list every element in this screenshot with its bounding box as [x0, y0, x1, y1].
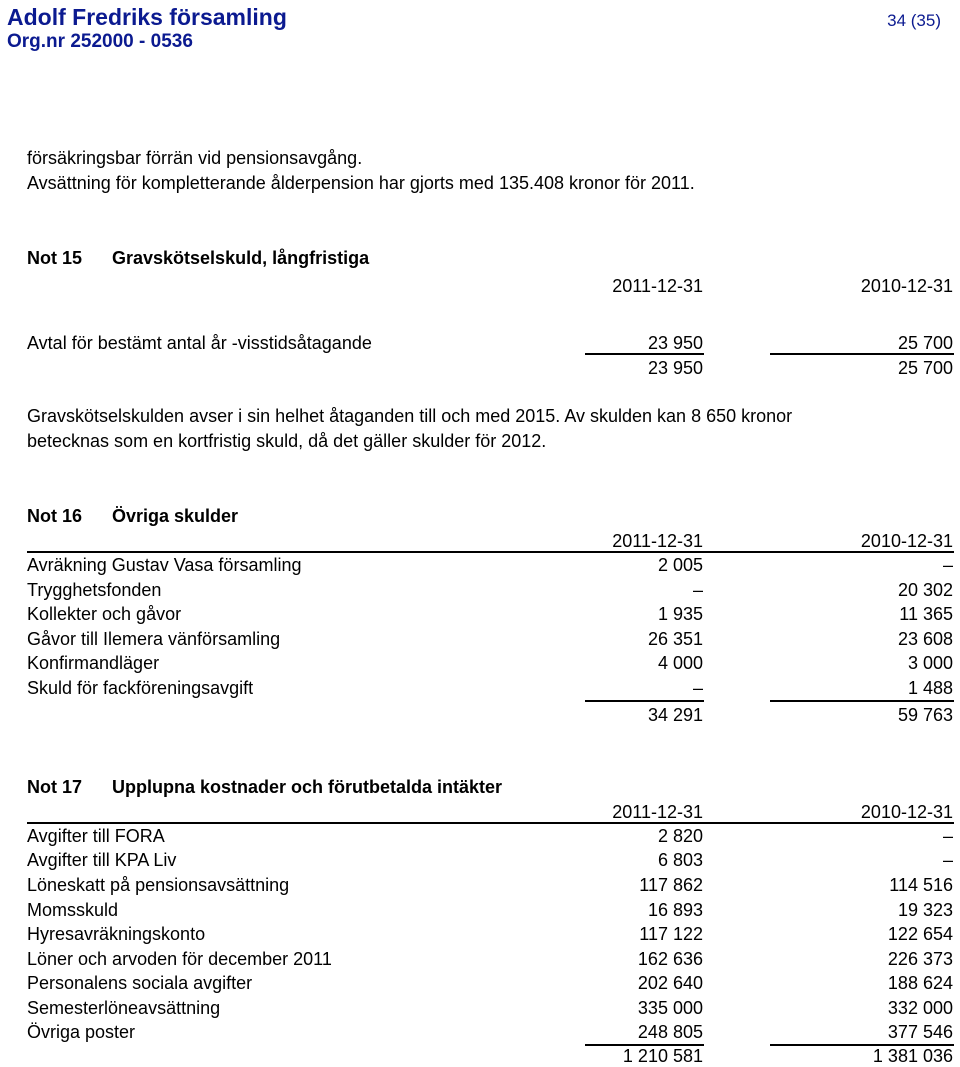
note-17-row-value-2010: 114 516 — [889, 875, 953, 895]
note-17-row-value-2011: 248 805 — [637, 1022, 703, 1042]
note-17-total-2011: 1 210 581 — [622, 1046, 703, 1066]
intro-line-2: Avsättning för kompletterande ålderpension har gjorts med 135.408 kronor för 2011. — [27, 173, 695, 193]
note-17-row-value-2010: 188 624 — [887, 973, 953, 993]
note-16-row-value-2011: 2 005 — [657, 555, 703, 575]
note-17-row-value-2011: 335 000 — [637, 998, 703, 1018]
note-17-row-label: Avgifter till FORA — [27, 826, 165, 846]
note-16-row-value-2010: – — [942, 555, 953, 575]
note-16-header-rule — [27, 551, 954, 553]
note-17-row-label: Löneskatt på pensionsavsättning — [27, 875, 290, 895]
note-17-row-label: Personalens sociala avgifter — [27, 973, 253, 993]
note-16-row-value-2010: 20 302 — [897, 580, 953, 600]
note-17-row-value-2010: 377 546 — [887, 1022, 953, 1042]
note-16-row-value-2011: 26 351 — [647, 629, 703, 649]
note-16-row-label: Konfirmandläger — [27, 653, 160, 673]
note-16-row-label: Avräkning Gustav Vasa församling — [27, 555, 302, 575]
note-17-row-value-2011: 162 636 — [637, 949, 703, 969]
note-15-sum-rule-2010 — [770, 353, 954, 355]
note-16-sum-rule-2011 — [585, 700, 704, 702]
note-15-col2-header: 2010-12-31 — [860, 276, 953, 296]
note-16-total-2011: 34 291 — [647, 705, 703, 725]
note-17-row-label: Övriga poster — [27, 1022, 136, 1042]
note-15-row-value-2011: 23 950 — [647, 333, 703, 353]
note-16-title: Övriga skulder — [112, 506, 239, 526]
note-17-row-label: Löner och arvoden för december 2011 — [27, 949, 332, 969]
note-15-col1-header: 2011-12-31 — [612, 276, 703, 296]
note-15-total-2011: 23 950 — [647, 358, 703, 378]
note-17-row-label: Momsskuld — [27, 900, 119, 920]
note-17-total-2010: 1 381 036 — [872, 1046, 953, 1066]
note-16-row-value-2011: – — [692, 678, 703, 698]
note-17-row-value-2010: 226 373 — [887, 949, 953, 969]
church-name: Adolf Fredriks församling — [7, 4, 287, 30]
note-17-row-label: Hyresavräkningskonto — [27, 924, 206, 944]
note-16-row-value-2011: 4 000 — [657, 653, 703, 673]
note-17-row-value-2010: – — [942, 826, 953, 846]
note-15-sum-rule-2011 — [585, 353, 704, 355]
note-17-row-label: Avgifter till KPA Liv — [27, 850, 177, 870]
note-16-row-value-2010: 11 365 — [899, 604, 953, 624]
note-17-row-label: Semesterlöneavsättning — [27, 998, 221, 1018]
note-15-total-2010: 25 700 — [897, 358, 953, 378]
note-17-row-value-2011: 117 862 — [639, 875, 703, 895]
note-16-sum-rule-2010 — [770, 700, 954, 702]
note-17-header-rule — [27, 822, 954, 824]
note-17-row-value-2010: 332 000 — [887, 998, 953, 1018]
note-16-row-value-2010: 3 000 — [907, 653, 953, 673]
note-17-number: Not 17 — [27, 777, 83, 797]
note-16-row-label: Kollekter och gåvor — [27, 604, 182, 624]
note-17-row-value-2011: 6 803 — [657, 850, 703, 870]
note-17-row-value-2011: 16 893 — [647, 900, 703, 920]
note-15-number: Not 15 — [27, 248, 83, 268]
note-17-row-value-2010: – — [942, 850, 953, 870]
note-17-title: Upplupna kostnader och förutbetalda intäkter — [112, 777, 503, 797]
note-16-row-label: Trygghetsfonden — [27, 580, 162, 600]
note-16-row-value-2010: 1 488 — [907, 678, 953, 698]
org-number: Org.nr 252000 - 0536 — [7, 31, 193, 52]
note-17-col1-header: 2011-12-31 — [612, 802, 703, 822]
note-16-number: Not 16 — [27, 506, 83, 526]
note-15-text-line-2: betecknas som en kortfristig skuld, då det gäller skulder för 2012. — [27, 431, 547, 451]
note-17-row-value-2011: 2 820 — [657, 826, 703, 846]
note-15-text-line-1: Gravskötselskulden avser i sin helhet åtaganden till och med 2015. Av skulden kan 8 650 kronor — [27, 406, 793, 426]
note-16-total-2010: 59 763 — [897, 705, 953, 725]
note-16-col2-header: 2010-12-31 — [860, 531, 953, 551]
note-17-col2-header: 2010-12-31 — [860, 802, 953, 822]
note-17-row-value-2010: 19 323 — [897, 900, 953, 920]
page-number: 34 (35) — [887, 11, 941, 30]
note-15-row-label: Avtal för bestämt antal år -visstidsåtagande — [27, 333, 372, 353]
intro-line-1: försäkringsbar förrän vid pensionsavgång. — [27, 148, 363, 168]
note-17-row-value-2011: 202 640 — [637, 973, 703, 993]
note-16-row-value-2011: – — [692, 580, 703, 600]
note-16-col1-header: 2011-12-31 — [612, 531, 703, 551]
note-16-row-value-2011: 1 935 — [657, 604, 703, 624]
note-17-row-value-2010: 122 654 — [887, 924, 953, 944]
note-16-row-label: Skuld för fackföreningsavgift — [27, 678, 254, 698]
note-15-row-value-2010: 25 700 — [897, 333, 953, 353]
note-17-row-value-2011: 117 122 — [639, 924, 703, 944]
note-16-row-label: Gåvor till Ilemera vänförsamling — [27, 629, 281, 649]
note-16-row-value-2010: 23 608 — [897, 629, 953, 649]
note-15-title: Gravskötselskuld, långfristiga — [112, 248, 370, 268]
